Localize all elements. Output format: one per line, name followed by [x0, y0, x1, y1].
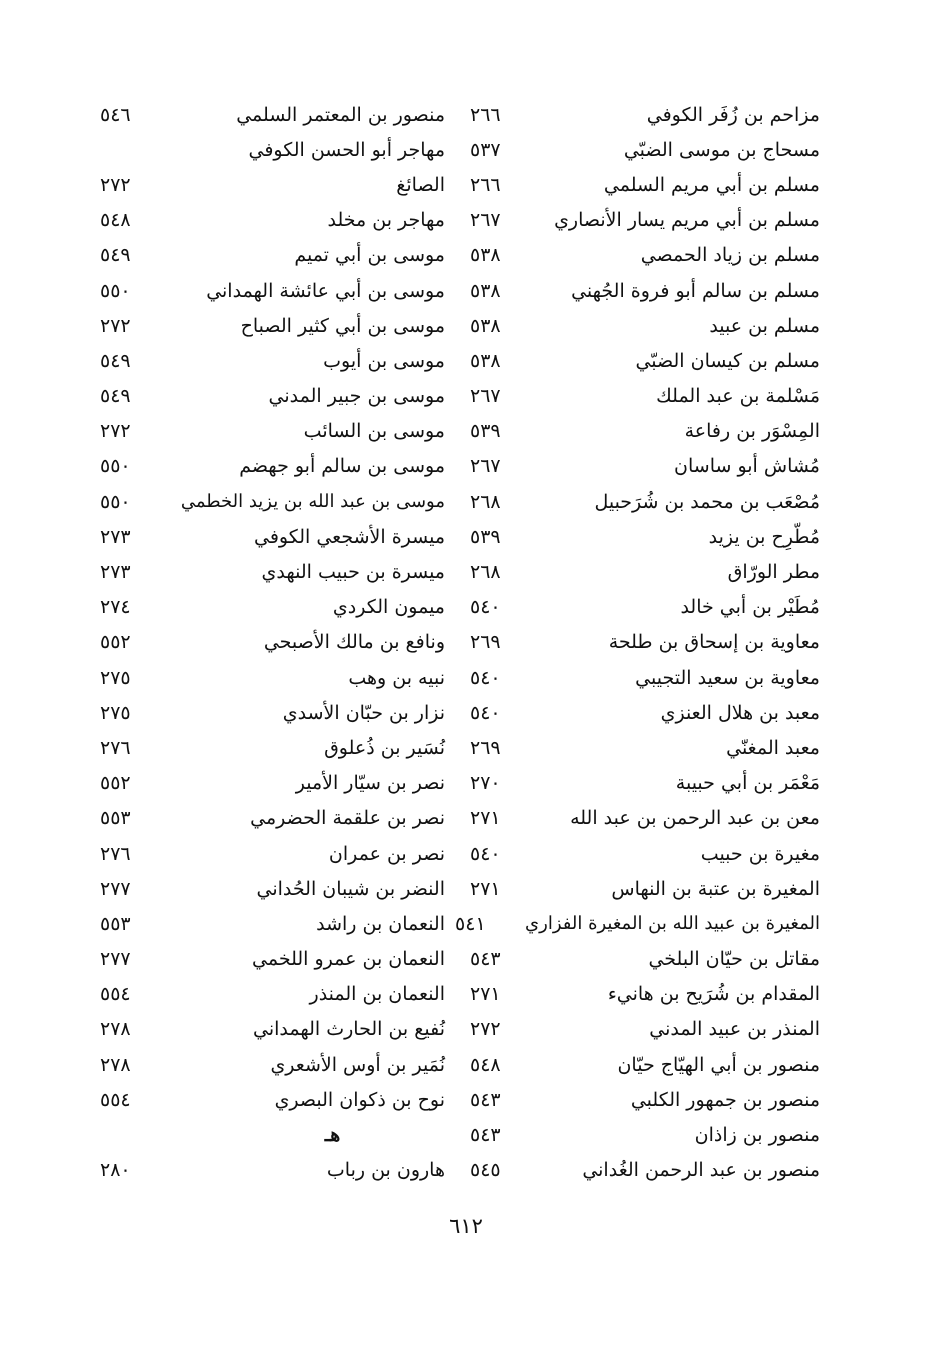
index-entry — [100, 308, 445, 343]
entry-name: النعمان بن المنذر — [309, 983, 445, 1006]
entry-name: معن بن عبد الرحمن بن عبد الله — [570, 807, 820, 830]
entry-name: مهاجر أبو الحسن الكوفي — [248, 138, 445, 161]
index-entry — [100, 1117, 445, 1152]
entry-page-number: ٥٤٩ — [100, 349, 131, 372]
entry-name: موسى بن السائب — [303, 420, 445, 443]
entry-name: المقدام بن شُرَيح بن هانيء — [607, 983, 820, 1006]
entry-name: مقاتل بن حيّان البلخي — [648, 948, 820, 971]
entry-page-number: ٢٧١ — [470, 807, 501, 830]
index-entry — [470, 554, 820, 589]
entry-name: مطر الورّاق — [727, 561, 820, 584]
entry-page-number: ٥٤٣ — [470, 948, 501, 971]
index-entry — [100, 977, 445, 1012]
index-entry — [470, 379, 820, 414]
entry-page-number: ٥٥٠ — [100, 455, 131, 478]
entry-page-number: ٢٦٩ — [470, 736, 501, 759]
entry-page-number: ٥٤٠ — [470, 666, 501, 689]
index-entry — [100, 449, 445, 484]
index-column-right — [455, 97, 820, 1188]
entry-page-number: ٢٧٥ — [100, 701, 131, 724]
entry-name: الصائغ — [396, 173, 445, 196]
index-entry — [470, 203, 820, 238]
entry-page-number: ٥٣٨ — [470, 349, 501, 372]
entry-page-number: ٥٤٠ — [470, 842, 501, 865]
entry-name: منصور بن عبد الرحمن الغُداني — [582, 1159, 820, 1182]
entry-name: مُشاش أبو ساسان — [674, 455, 820, 478]
entry-name: منصور بن جمهور الكلبي — [630, 1088, 820, 1111]
entry-page-number: ٥٤٣ — [470, 1088, 501, 1111]
entry-name: مَسْلمة بن عبد الملك — [656, 385, 820, 408]
entry-name: نبيه بن وهب — [348, 666, 445, 689]
index-entry — [470, 449, 820, 484]
index-entry — [100, 730, 445, 765]
index-column-left — [100, 97, 445, 1188]
entry-page-number: ٢٧٢ — [100, 314, 131, 337]
entry-name: مسلم بن سالم أبو فروة الجُهني — [571, 279, 820, 302]
index-entry — [100, 766, 445, 801]
entry-name: هارون بن رباب — [326, 1159, 445, 1182]
entry-page-number: ٥٥٤ — [100, 1088, 131, 1111]
entry-name: هـ — [324, 1124, 341, 1147]
index-entry — [100, 660, 445, 695]
entry-page-number: ٢٧٦ — [100, 842, 131, 865]
entry-name: المِسْوَر بن رفاعة — [684, 420, 820, 443]
entry-name: النعمان بن عمرو اللخمي — [252, 948, 445, 971]
index-entry — [470, 1153, 820, 1188]
entry-name: نوح بن ذكوان البصري — [274, 1088, 445, 1111]
entry-name: المغيرة بن عبيد الله بن المغيرة الفزاري — [525, 913, 820, 935]
index-entry — [470, 132, 820, 167]
entry-name: المنذر بن عبيد المدني — [649, 1018, 820, 1041]
entry-page-number: ٥٤٨ — [100, 209, 131, 232]
entry-name: نصر بن سيّار الأمير — [295, 772, 445, 795]
index-entry — [470, 273, 820, 308]
index-entry — [100, 238, 445, 273]
index-entry — [470, 590, 820, 625]
entry-page-number: ٥٤٣ — [470, 1124, 501, 1147]
entry-page-number: ٢٧٢ — [470, 1018, 501, 1041]
index-entry — [470, 660, 820, 695]
entry-page-number: ٢٧٨ — [100, 1053, 131, 1076]
entry-page-number: ٥٤٠ — [470, 596, 501, 619]
index-entry — [100, 871, 445, 906]
entry-name: ونافع بن مالك الأصبحي — [263, 631, 445, 654]
index-entry — [470, 1082, 820, 1117]
entry-name: مسحاج بن موسى الضبّي — [623, 138, 820, 161]
index-entry — [100, 1047, 445, 1082]
entry-name: منصور بن المعتمر السلمي — [236, 103, 445, 126]
entry-page-number: ٢٧٦ — [100, 736, 131, 759]
index-entry — [100, 343, 445, 378]
entry-page-number: ٥٣٨ — [470, 244, 501, 267]
index-entry — [100, 695, 445, 730]
entry-name: مسلم بن زياد الحمصي — [640, 244, 820, 267]
index-entry — [100, 203, 445, 238]
entry-page-number: ٢٦٩ — [470, 631, 501, 654]
index-entry — [470, 308, 820, 343]
entry-page-number: ٢٧٣ — [100, 525, 131, 548]
entry-page-number: ٢٧٠ — [470, 772, 501, 795]
entry-page-number: ٥٣٨ — [470, 314, 501, 337]
entry-name: مسلم بن أبي مريم يسار الأنصاري — [554, 209, 820, 232]
entry-name: موسى بن سالم أبو جهضم — [239, 455, 445, 478]
entry-page-number: ٥٤٠ — [470, 701, 501, 724]
entry-page-number: ٢٧٤ — [100, 596, 131, 619]
index-entry — [470, 1117, 820, 1152]
entry-name: موسى بن جبير المدني — [268, 385, 445, 408]
index-entry — [100, 1082, 445, 1117]
index-entry — [470, 484, 820, 519]
entry-name: مُطَيْر بن أبي خالد — [680, 596, 820, 619]
entry-name: المغيرة بن عتبة بن النهاس — [611, 877, 820, 900]
entry-name: مُصْعَب بن محمد بن شُرَحبيل — [594, 490, 820, 513]
index-entry — [100, 97, 445, 132]
entry-page-number: ٥٣٧ — [470, 138, 501, 161]
entry-page-number: ٥٥٣ — [100, 912, 131, 935]
entry-name: منصور بن زاذان — [694, 1124, 820, 1147]
entry-name: نصر بن عمران — [328, 842, 445, 865]
entry-name: معبد بن هلال العنزي — [660, 701, 820, 724]
entry-name: مهاجر بن مخلد — [327, 209, 445, 232]
index-entry — [470, 414, 820, 449]
entry-name: مُطّرِح بن يزيد — [708, 525, 820, 548]
entry-name: موسى بن عبد الله بن يزيد الخطمي — [180, 491, 445, 513]
entry-name: موسى بن أبي عائشة الهمداني — [206, 279, 445, 302]
entry-page-number: ٢٧٢ — [100, 173, 131, 196]
entry-page-number: ٢٧١ — [470, 983, 501, 1006]
entry-name: مَعْمَر بن أبي حبيبة — [675, 772, 820, 795]
index-entry — [470, 942, 820, 977]
index-entry — [100, 590, 445, 625]
entry-page-number: ٢٧٧ — [100, 877, 131, 900]
entry-page-number: ٥٤٩ — [100, 244, 131, 267]
index-entry — [100, 414, 445, 449]
entry-page-number: ٥٥٠ — [100, 279, 131, 302]
index-entry — [470, 625, 820, 660]
entry-page-number: ٢٦٦ — [470, 173, 501, 196]
entry-name: ميسرة الأشجعي الكوفي — [254, 525, 445, 548]
index-entry — [470, 836, 820, 871]
entry-page-number: ٥٥٣ — [100, 807, 131, 830]
index-entry — [470, 343, 820, 378]
entry-name: نصر بن علقمة الحضرمي — [250, 807, 445, 830]
entry-page-number: ٥٣٩ — [470, 420, 501, 443]
index-entry — [100, 273, 445, 308]
entry-page-number: ٢٧٢ — [100, 420, 131, 443]
entry-name: موسى بن أيوب — [323, 349, 445, 372]
entry-name: منصور بن أبي الهيّاج حيّان — [617, 1053, 820, 1076]
entry-page-number: ٥٤٨ — [470, 1053, 501, 1076]
entry-name: موسى بن أبي تميم — [294, 244, 445, 267]
entry-page-number: ٥٣٩ — [470, 525, 501, 548]
entry-name: ميمون الكردي — [332, 596, 445, 619]
entry-name: نزار بن حبّان الأسدي — [282, 701, 445, 724]
entry-page-number: ٥٣٨ — [470, 279, 501, 302]
entry-page-number: ٢٨٠ — [100, 1159, 131, 1182]
index-entry — [100, 167, 445, 202]
entry-page-number: ٢٧٣ — [100, 561, 131, 584]
entry-name: نُفيع بن الحارث الهمداني — [253, 1018, 445, 1041]
entry-name: معبد المغنّي — [726, 736, 820, 759]
index-entry — [470, 1047, 820, 1082]
entry-page-number: ٢٧٧ — [100, 948, 131, 971]
entry-page-number: ٢٧٨ — [100, 1018, 131, 1041]
entry-page-number: ٢٧٥ — [100, 666, 131, 689]
index-entry — [470, 167, 820, 202]
entry-page-number: ٥٥٠ — [100, 490, 131, 513]
entry-page-number: ٢٦٨ — [470, 561, 501, 584]
entry-name: مسلم بن عبيد — [709, 314, 820, 337]
index-entry — [100, 519, 445, 554]
entry-page-number: ٢٦٧ — [470, 385, 501, 408]
index-entry — [100, 554, 445, 589]
entry-page-number: ٥٥٢ — [100, 631, 131, 654]
entry-page-number: ٥٤٦ — [100, 103, 131, 126]
index-entry — [100, 625, 445, 660]
entry-name: نُمَير بن أوس الأشعري — [270, 1053, 445, 1076]
index-entry — [100, 1153, 445, 1188]
entry-name: معاوية بن إسحاق بن طلحة — [608, 631, 820, 654]
index-entry — [455, 906, 820, 941]
index-entry — [100, 484, 445, 519]
entry-page-number: ٢٦٧ — [470, 209, 501, 232]
entry-page-number: ٥٥٤ — [100, 983, 131, 1006]
entry-page-number: ٢٦٦ — [470, 103, 501, 126]
index-entry — [100, 801, 445, 836]
entry-name: النعمان بن راشد — [316, 912, 445, 935]
index-entry — [470, 977, 820, 1012]
index-entry — [470, 695, 820, 730]
index-entry — [470, 1012, 820, 1047]
entry-page-number: ٢٧١ — [470, 877, 501, 900]
entry-page-number: ٢٦٧ — [470, 455, 501, 478]
index-entry — [470, 97, 820, 132]
index-entry — [470, 238, 820, 273]
entry-name: مسلم بن كيسان الضبّي — [635, 349, 820, 372]
entry-name: ميسرة بن حبيب النهدي — [261, 561, 445, 584]
index-entry — [100, 379, 445, 414]
entry-name: مغيرة بن حبيب — [700, 842, 820, 865]
entry-name: معاوية بن سعيد التجيبي — [635, 666, 820, 689]
index-entry — [100, 942, 445, 977]
entry-page-number: ٥٤٥ — [470, 1159, 501, 1182]
entry-name: مسلم بن أبي مريم السلمي — [603, 173, 820, 196]
entry-name: نُسَير بن ذُعلوق — [324, 736, 445, 759]
page-number: ٦١٢ — [449, 1214, 483, 1238]
index-entry — [100, 1012, 445, 1047]
index-entry — [100, 906, 445, 941]
index-entry — [100, 132, 445, 167]
entry-name: النضر بن شيبان الحُداني — [256, 877, 445, 900]
index-entry — [470, 801, 820, 836]
index-entry — [470, 766, 820, 801]
entry-page-number: ٢٦٨ — [470, 490, 501, 513]
entry-page-number: ٥٥٢ — [100, 772, 131, 795]
entry-page-number: ٥٤١ — [455, 912, 486, 935]
index-entry — [470, 871, 820, 906]
entry-name: موسى بن أبي كثير الصباح — [240, 314, 445, 337]
entry-name: مزاحم بن زُفَر الكوفي — [646, 103, 820, 126]
entry-page-number: ٥٤٩ — [100, 385, 131, 408]
index-entry — [470, 519, 820, 554]
index-entry — [470, 730, 820, 765]
index-entry — [100, 836, 445, 871]
